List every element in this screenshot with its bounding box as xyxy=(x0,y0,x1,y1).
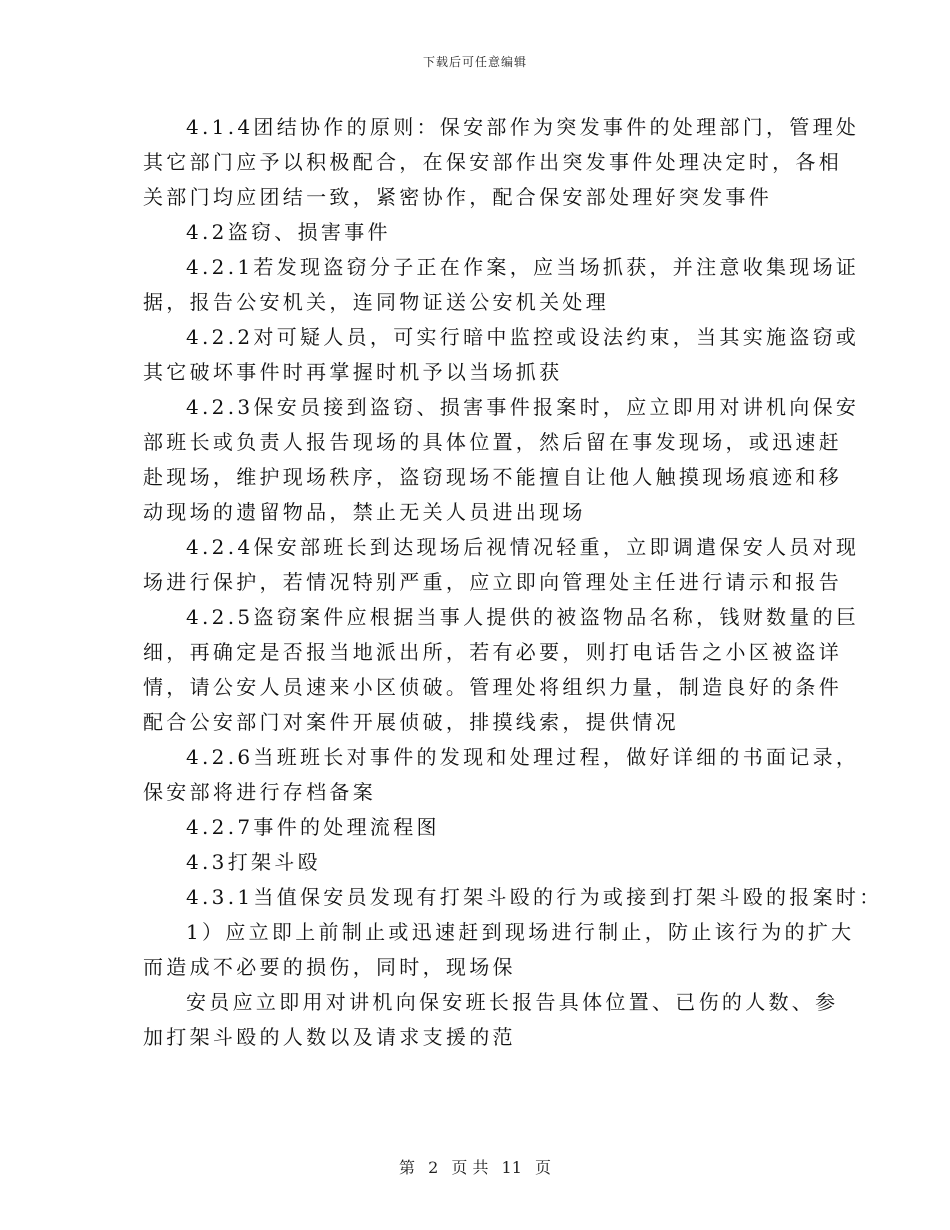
paragraph-line: 场进行保护，若情况特别严重，应立即向管理处主任进行请示和报告 xyxy=(143,570,842,594)
paragraph-line: 4.2.6当班班长对事件的发现和处理过程，做好详细的书面记录， xyxy=(186,745,860,769)
paragraph-line: 部班长或负责人报告现场的具体位置，然后留在事发现场，或迅速赶 xyxy=(143,430,842,454)
paragraph-line: 4.2.5盗窃案件应根据当事人提供的被盗物品名称，钱财数量的巨 xyxy=(186,605,860,629)
paragraph-line: 细，再确定是否报当地派出所，若有必要，则打电话告之小区被盗详 xyxy=(143,640,842,664)
section-heading: 4.2盗窃、损害事件 xyxy=(186,220,391,244)
page-header: 下载后可任意编辑 xyxy=(422,55,527,69)
paragraph-line: 关部门均应团结一致，紧密协作，配合保安部处理好突发事件 xyxy=(143,185,773,209)
current-page-number: 2 xyxy=(428,1158,439,1177)
footer-suffix: 页 xyxy=(535,1158,552,1177)
paragraph-line: 4.2.2对可疑人员，可实行暗中监控或设法约束，当其实施盗窃或 xyxy=(186,325,860,349)
paragraph-line: 加打架斗殴的人数以及请求支援的范 xyxy=(143,1025,516,1049)
total-page-count: 11 xyxy=(501,1158,522,1177)
paragraph-line: 保安部将进行存档备案 xyxy=(143,780,376,804)
paragraph-line: 情，请公安人员速来小区侦破。管理处将组织力量，制造良好的条件 xyxy=(143,675,842,699)
paragraph-line: 4.2.7事件的处理流程图 xyxy=(186,815,440,839)
paragraph-line: 据，报告公安机关，连同物证送公安机关处理 xyxy=(143,290,609,314)
document-body xyxy=(143,110,883,1055)
page-footer xyxy=(0,1155,950,1178)
section-heading: 4.3打架斗殴 xyxy=(186,850,321,874)
paragraph-line: 其它破坏事件时再掌握时机予以当场抓获 xyxy=(143,360,563,384)
paragraph-line: 而造成不必要的损伤，同时，现场保 xyxy=(143,955,516,979)
paragraph-line: 赴现场，维护现场秩序，盗窃现场不能擅自让他人触摸现场痕迹和移 xyxy=(143,465,842,489)
paragraph-line: 4.3.1当值保安员发现有打架斗殴的行为或接到打架斗殴的报案时： xyxy=(186,885,883,909)
paragraph-line: 4.2.3保安员接到盗窃、损害事件报案时，应立即用对讲机向保安 xyxy=(186,395,860,419)
paragraph-line: 动现场的遗留物品，禁止无关人员进出现场 xyxy=(143,500,586,524)
footer-prefix: 第 xyxy=(398,1158,415,1177)
paragraph-line: 4.2.1若发现盗窃分子正在作案，应当场抓获，并注意收集现场证 xyxy=(186,255,860,279)
paragraph-line: 4.1.4团结协作的原则：保安部作为突发事件的处理部门，管理处 xyxy=(186,115,860,139)
list-item-line: 1）应立即上前制止或迅速赶到现场进行制止，防止该行为的扩大 xyxy=(186,920,855,944)
paragraph-line: 安员应立即用对讲机向保安班长报告具体位置、已伤的人数、参 xyxy=(186,990,839,1014)
paragraph-line: 配合公安部门对案件开展侦破，排摸线索，提供情况 xyxy=(143,710,679,734)
paragraph-line: 其它部门应予以积极配合，在保安部作出突发事件处理决定时，各相 xyxy=(143,150,842,174)
paragraph-line: 4.2.4保安部班长到达现场后视情况轻重，立即调遣保安人员对现 xyxy=(186,535,860,559)
footer-middle: 页 共 xyxy=(451,1158,489,1177)
